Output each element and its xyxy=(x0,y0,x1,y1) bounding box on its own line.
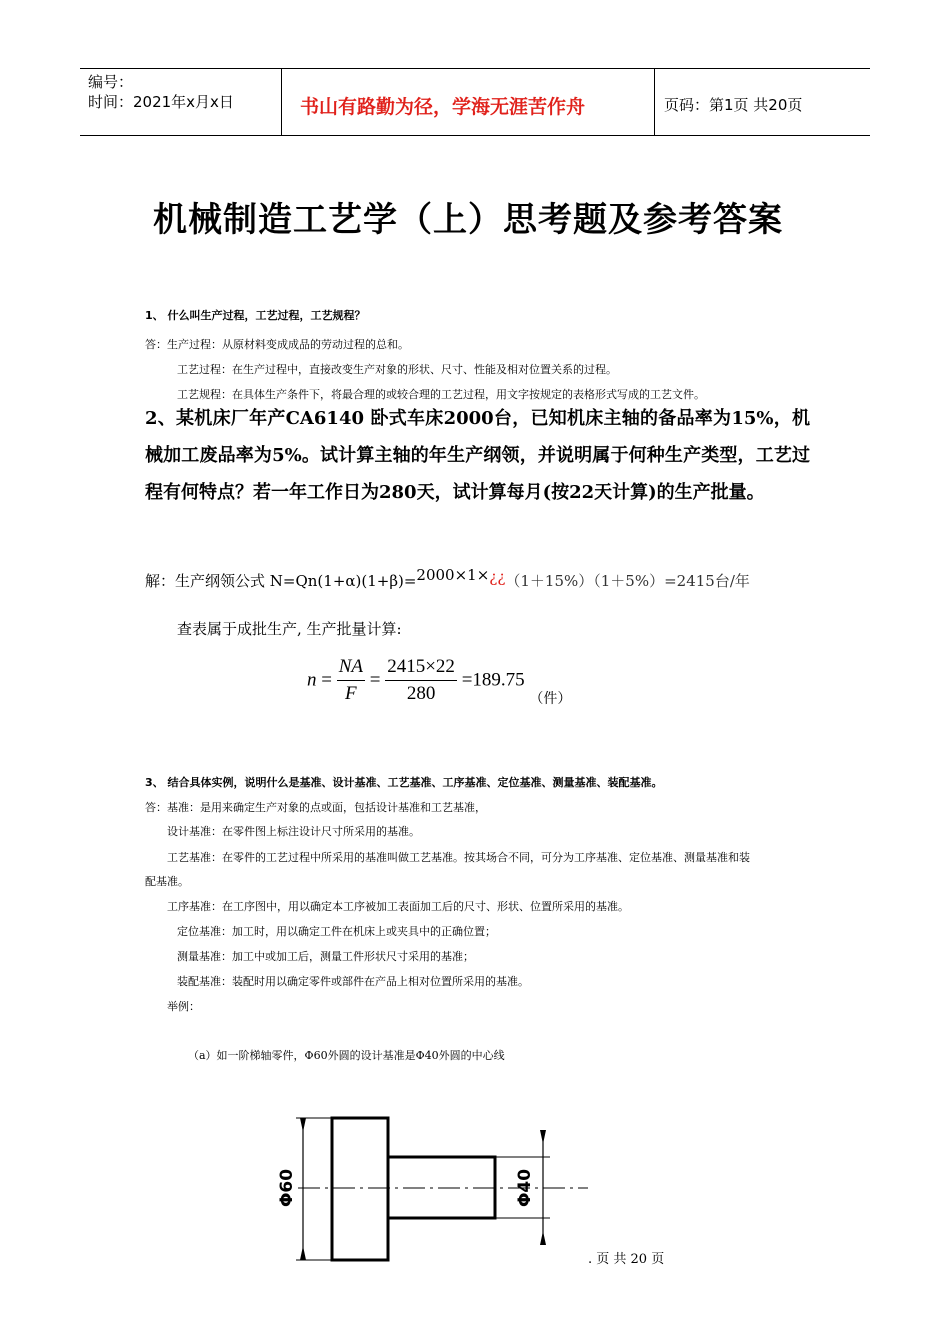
answer-3-line-4: 工序基准：在工序图中，用以确定本工序被加工表面加工后的尺寸、形状、位置所采用的基准。 xyxy=(167,900,629,913)
eq-result: =189.75 xyxy=(461,669,525,691)
batch-equation xyxy=(307,656,571,705)
stepped-shaft-drawing xyxy=(270,1100,610,1270)
answer-1-line-3: 工艺规程：在具体生产条件下，将最合理的或较合理的工艺过程，用文字按规定的表格形式写成的工艺文件。 xyxy=(177,388,705,401)
eq-numerator-2: 2415×22 xyxy=(385,656,457,681)
dim-right-arrow-top xyxy=(540,1130,546,1144)
eq-denominator-1: F xyxy=(345,683,357,704)
header-top-rule xyxy=(80,68,870,69)
header-divider-left xyxy=(281,68,282,136)
shaft-large-section xyxy=(332,1118,388,1260)
dim-right-label: Φ40 xyxy=(515,1168,535,1208)
eq-fraction-1 xyxy=(337,656,365,705)
eq-equals-1: = xyxy=(321,669,332,691)
question-3: 3、 结合具体实例，说明什么是基准、设计基准、工艺基准、工序基准、定位基准、测量基准、装配基准。 xyxy=(145,776,663,789)
answer-1-line-2: 工艺过程：在生产过程中，直接改变生产对象的形状、尺寸、性能及相对位置关系的过程。 xyxy=(177,363,617,376)
answer-3-line-7: 装配基准：装配时用以确定零件或部件在产品上相对位置所采用的基准。 xyxy=(177,975,529,988)
doc-time-label: 时间：2021年x月x日 xyxy=(88,93,234,111)
eq-n: n xyxy=(307,669,317,691)
document-title: 机械制造工艺学（上）思考题及参考答案 xyxy=(153,200,783,240)
dim-left-arrow-bottom xyxy=(300,1246,306,1260)
solution-mid: 2000×1× xyxy=(416,566,490,584)
dim-left-label: Φ60 xyxy=(277,1168,297,1208)
header-motto: 书山有路勤为径，学海无涯苦作舟 xyxy=(300,96,586,118)
eq-unit: （件） xyxy=(529,691,572,707)
answer-3-line-6: 测量基准：加工中或加工后，测量工件形状尺寸采用的基准； xyxy=(177,950,474,963)
answer-1-line-1: 答：生产过程：从原材料变成成品的劳动过程的总和。 xyxy=(145,338,409,351)
answer-3-line-5: 定位基准：加工时，用以确定工件在机床上或夹具中的正确位置； xyxy=(177,925,496,938)
page-footer: . 页 共 20 页 xyxy=(588,1252,665,1267)
header-bottom-rule xyxy=(80,135,870,136)
eq-fraction-2 xyxy=(385,656,457,705)
example-a: （a）如一阶梯轴零件，Φ60外圆的设计基准是Φ40外圆的中心线 xyxy=(188,1049,505,1062)
question-2: 2、某机床厂年产CA6140 卧式车床2000台，已知机床主轴的备品率为15%，机械加工废品率为5%。试计算主轴的年生产纲领，并说明属于何种生产类型，工艺过程有何特点？若一年工作日为280天，试计算每月(按22天计算)的生产批量。 xyxy=(145,408,810,503)
solution-suffix: （1＋15%）（1＋5%）=2415台/年 xyxy=(505,572,750,590)
answer-3-line-1: 答：基准：是用来确定生产对象的点或面，包括设计基准和工艺基准， xyxy=(145,801,486,814)
answer-3-line-8: 举例： xyxy=(167,1000,200,1013)
eq-numerator-1: NA xyxy=(337,656,365,681)
answer-3-line-2: 设计基准：在零件图上标注设计尺寸所采用的基准。 xyxy=(167,825,420,838)
solution-prefix: 解：生产纲领公式 N=Qn(1+α)(1+β)= xyxy=(145,572,417,590)
solution-glyph: ¿¿ xyxy=(489,568,506,586)
doc-code-label: 编号： xyxy=(88,73,134,91)
solution-formula-line xyxy=(145,566,750,591)
header-divider-right xyxy=(654,68,655,136)
dim-right-arrow-bottom xyxy=(540,1231,546,1245)
solution-lookup: 查表属于成批生产, 生产批量计算: xyxy=(177,620,402,638)
dim-left-arrow-top xyxy=(300,1118,306,1132)
eq-denominator-2: 280 xyxy=(406,683,436,704)
answer-3-line-3b: 配基准。 xyxy=(145,875,189,888)
question-1: 1、 什么叫生产过程，工艺过程，工艺规程？ xyxy=(145,309,366,322)
answer-3-line-3: 工艺基准：在零件的工艺过程中所采用的基准叫做工艺基准。按其场合不同，可分为工序基准、定位基准、测量基准和装 xyxy=(167,851,750,864)
eq-equals-2: = xyxy=(369,669,381,691)
header-page-info: 页码：第1页 共20页 xyxy=(664,96,803,114)
